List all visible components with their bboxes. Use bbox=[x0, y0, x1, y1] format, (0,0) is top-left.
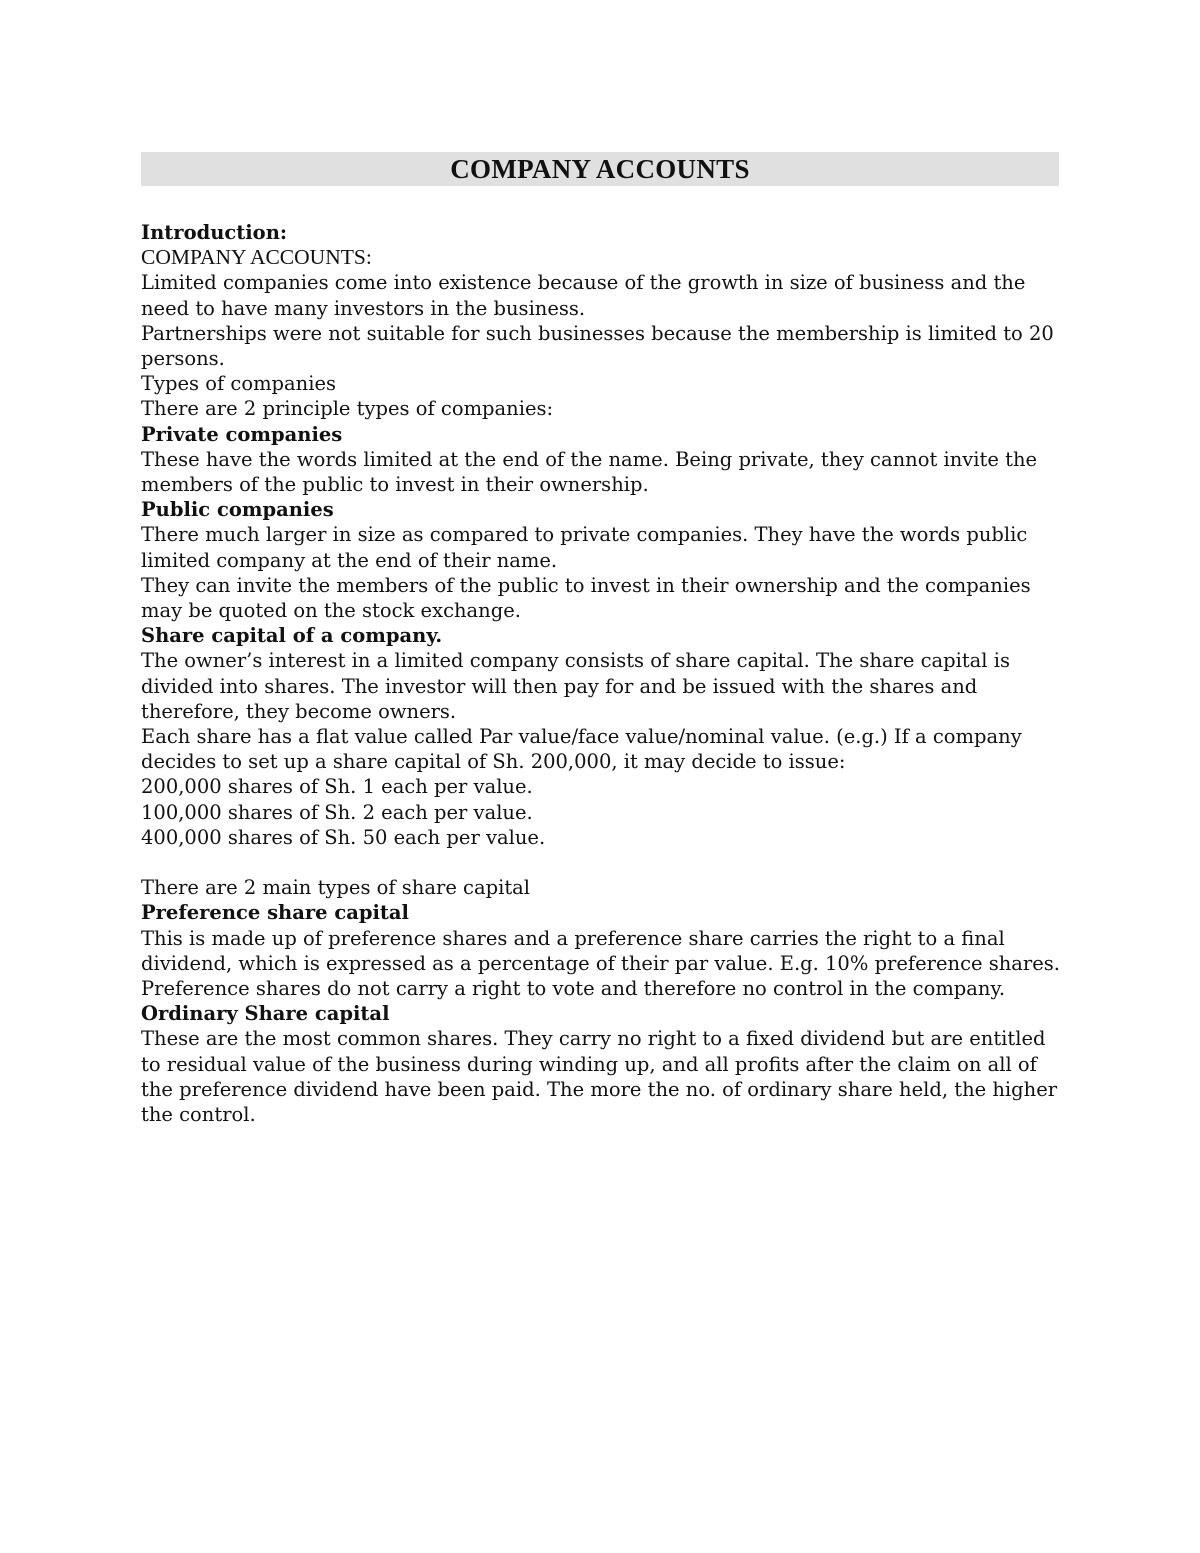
issue-line: 400,000 shares of Sh. 50 each per value. bbox=[141, 825, 546, 849]
heading-share-capital: Share capital of a company. bbox=[141, 624, 443, 648]
blank-line bbox=[141, 850, 1071, 875]
heading-ordinary-share-capital: Ordinary Share capital bbox=[141, 1002, 390, 1026]
paragraph-share-capital-1: The owner’s interest in a limited company consists of share capital. The share capital is divided into shares. The investor will then pay for and be issued with the shares and therefore, they become owners. bbox=[141, 649, 1010, 723]
paragraph-public-companies-2: They can invite the members of the public to invest in their ownership and the companies may be quoted on the stock exchange. bbox=[141, 573, 1031, 623]
document-body bbox=[141, 220, 1071, 1127]
paragraph-types-of-companies: Types of companies bbox=[141, 372, 337, 396]
paragraph-preference-1: This is made up of preference shares and a preference share carries the right to a final dividend, which is expressed as a percentage of their par value. E.g. 10% preference shares. bbox=[141, 926, 1061, 975]
document-title: COMPANY ACCOUNTS bbox=[450, 153, 750, 184]
paragraph-types-of-share-capital: There are 2 main types of share capital bbox=[141, 876, 531, 900]
paragraph-principle-types: There are 2 principle types of companies: bbox=[141, 397, 554, 421]
paragraph-preference-2: Preference shares do not carry a right to vote and therefore no control in the company. bbox=[141, 977, 1006, 1001]
paragraph-ordinary: These are the most common shares. They carry no right to a fixed dividend but are entitled to residual value of the business during winding up, and all profits after the claim on all of the preference dividend have been paid. The more the no. of ordinary share held, the higher the control. bbox=[141, 1027, 1058, 1127]
paragraph-partnerships: Partnerships were not suitable for such businesses because the membership is limited to 20 persons. bbox=[141, 321, 1054, 371]
heading-public-companies: Public companies bbox=[141, 498, 334, 522]
issue-line: 200,000 shares of Sh. 1 each per value. bbox=[141, 775, 533, 799]
title-banner bbox=[141, 152, 1059, 186]
intro-subheading: COMPANY ACCOUNTS: bbox=[141, 245, 372, 270]
heading-preference-share-capital: Preference share capital bbox=[141, 901, 409, 925]
paragraph-limited-companies: Limited companies come into existence because of the growth in size of business and the need to have many investors in the business. bbox=[141, 271, 1026, 320]
paragraph-public-companies-1: There much larger in size as compared to private companies. They have the words public limited company at the end of their name. bbox=[141, 523, 1028, 572]
paragraph-private-companies: These have the words limited at the end of the name. Being private, they cannot invite the members of the public to invest in their ownership. bbox=[141, 447, 1038, 497]
heading-private-companies: Private companies bbox=[141, 422, 343, 446]
issue-line: 100,000 shares of Sh. 2 each per value. bbox=[141, 800, 533, 824]
paragraph-share-capital-2: Each share has a flat value called Par value/face value/nominal value. (e.g.) If a company decides to set up a share capital of Sh. 200,000, it may decide to issue: bbox=[141, 725, 1022, 774]
intro-heading: Introduction: bbox=[141, 221, 288, 244]
